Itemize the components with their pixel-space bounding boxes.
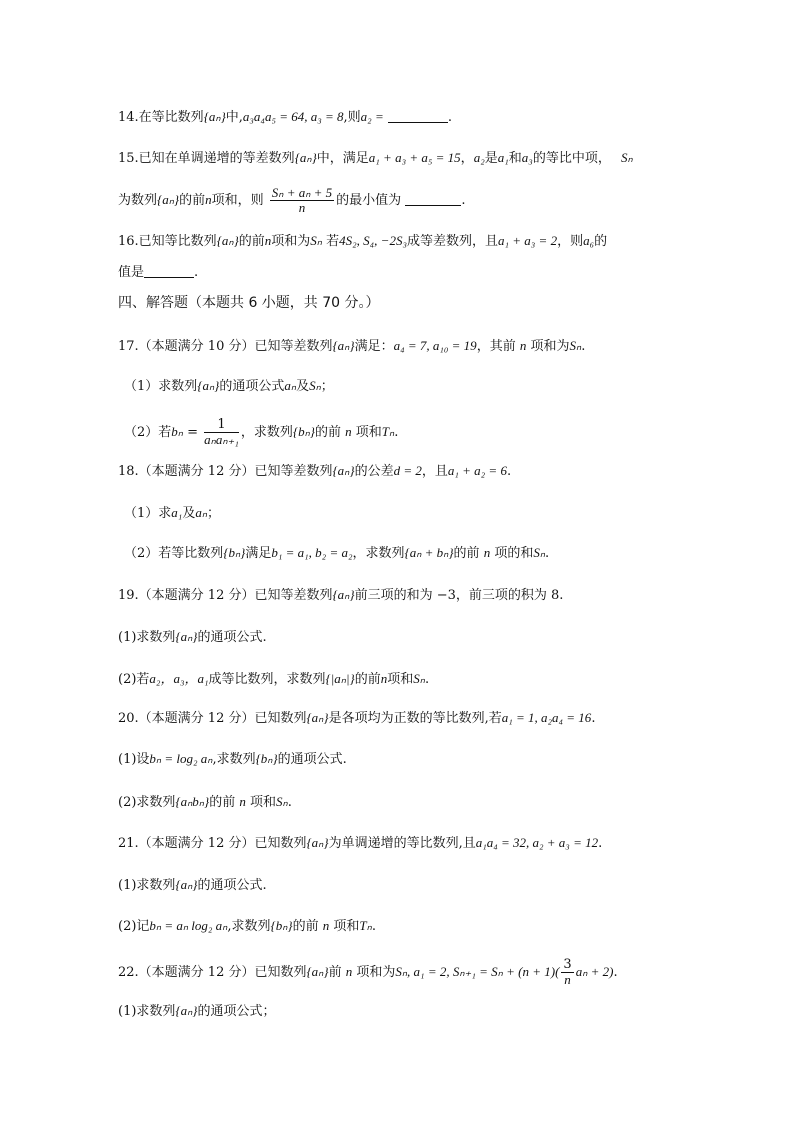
answer-blank — [144, 263, 194, 278]
answer-blank — [405, 191, 461, 206]
problem-21-q1: (1)求数列{aₙ}的通项公式. — [118, 877, 267, 893]
problem-15-line-2: 为数列{aₙ}的前n项和，则 $\frac{\text{Sₙ + aₙ + 5}}{n}$ 的最小值为 . — [118, 185, 466, 215]
problem-22-q1: (1)求数列{aₙ}的通项公式； — [118, 1003, 276, 1019]
problem-22-head: 22.（本题满分 12 分）已知数列{aₙ}前 n 项和为Sₙ, a₁ = 2, Sₙ₊₁ = Sₙ + (n + 1)( $\frac{3}{n}$ aₙ + 2). — [118, 957, 618, 987]
problem-19-q1: (1)求数列{aₙ}的通项公式. — [118, 629, 267, 645]
problem-20-q2: (2)求数列{aₙbₙ}的前 n 项和Sₙ. — [118, 794, 292, 810]
problem-20-q1: (1)设bₙ = log₂ aₙ,求数列{bₙ}的通项公式. — [118, 751, 347, 767]
problem-18-q2: （2）若等比数列{bₙ}满足b₁ = a₁, b₂ = a₂，求数列{aₙ + bₙ}的前 n 项的和Sₙ. — [124, 545, 550, 561]
problem-21-q2: (2)记bₙ = aₙ log₂ aₙ,求数列{bₙ}的前 n 项和Tₙ. — [118, 918, 376, 934]
section-heading: 四、解答题（本题共 6 小题，共 70 分。） — [118, 295, 380, 311]
problem-19-head: 19.（本题满分 12 分）已知等差数列{aₙ}前三项的和为 −3，前三项的积为 8. — [118, 587, 564, 603]
problem-18-head: 18.（本题满分 12 分）已知等差数列{aₙ}的公差d = 2，且a₁ + a₂ = 6. — [118, 463, 512, 479]
problem-20-head: 20.（本题满分 12 分）已知数列{aₙ}是各项均为正数的等比数列,若a₁ = 1, a₂a₄ = 16. — [118, 710, 596, 726]
answer-blank — [388, 108, 448, 123]
problem-17-q1: （1）求数列{aₙ}的通项公式aₙ及Sₙ； — [124, 378, 334, 394]
fraction: $\frac{1}{\text{aₙaₙ₊₁}}$ — [204, 417, 239, 447]
problem-16-line-1: 16.已知等比数列{aₙ}的前n项和为Sₙ 若4S₂, S₄, −2S₃成等差数列，且a₁ + a₃ = 2，则a₆的 — [118, 233, 608, 249]
problem-21-head: 21.（本题满分 12 分）已知数列{aₙ}为单调递增的等比数列,且a₁a₄ = 32, a₂ + a₃ = 12. — [118, 835, 603, 851]
problem-19-q2: (2)若a₂，a₃，a₁成等比数列，求数列{|aₙ|}的前n项和Sₙ. — [118, 671, 430, 687]
problem-17-head: 17.（本题满分 10 分）已知等差数列{aₙ}满足：a₄ = 7, a₁₀ = 19，其前 n 项和为Sₙ. — [118, 338, 586, 354]
problem-17-q2: （2）若bₙ = $\frac{1}{\text{aₙaₙ₊₁}}$ ，求数列{bₙ}的前 n 项和Tₙ. — [124, 417, 399, 447]
problem-14: 14.在等比数列{aₙ}中,a₃a₄a₅ = 64, a₃ = 8,则a₂ = . — [118, 109, 452, 125]
problem-16-line-2: 值是 . — [118, 265, 199, 280]
fraction: $\frac{\text{Sₙ + aₙ + 5}}{n}$ — [271, 185, 333, 215]
fraction: $\frac{3}{n}$ — [563, 957, 572, 987]
problem-15-line-1: 15.已知在单调递增的等差数列{aₙ}中，满足a₁ + a₃ + a₅ = 15，a₂是a₁和a₃的等比中项， Sₙ — [118, 150, 633, 166]
problem-18-q1: （1）求a₁及aₙ； — [124, 505, 221, 521]
